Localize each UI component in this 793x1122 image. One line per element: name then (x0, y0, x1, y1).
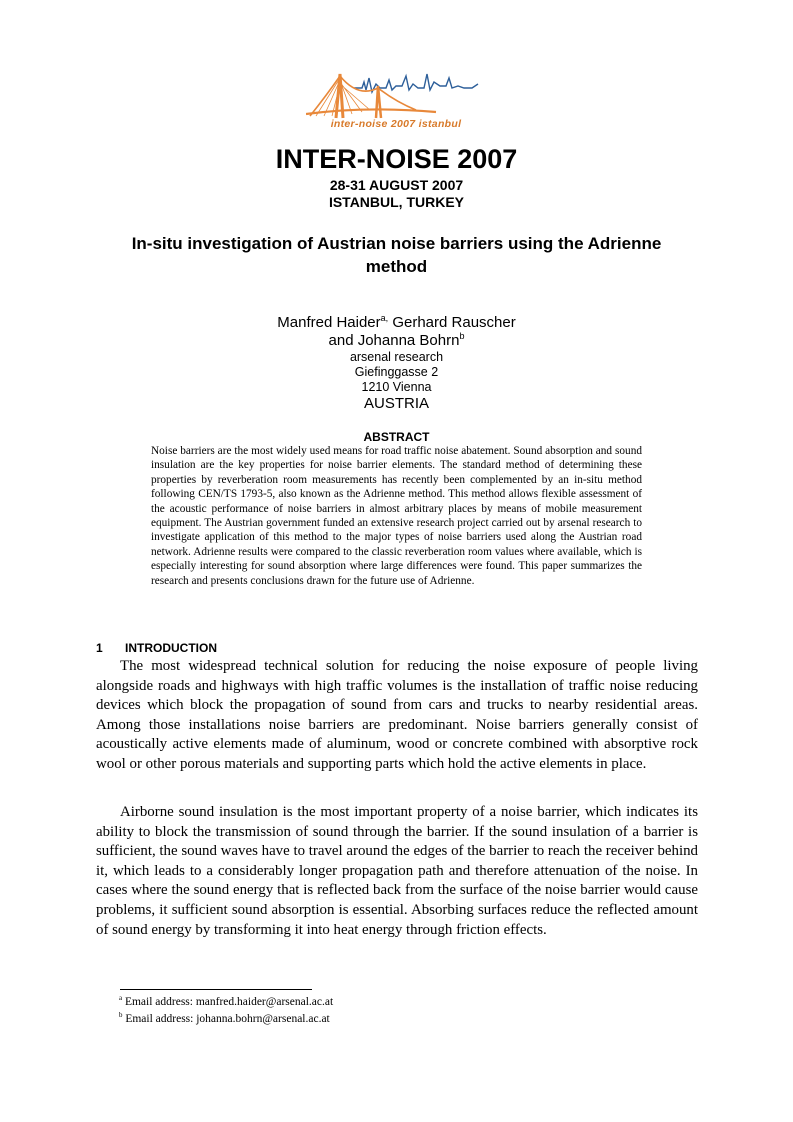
logo-caption: inter-noise 2007 istanbul (330, 118, 462, 130)
section-title: INTRODUCTION (125, 641, 217, 655)
footnote-mark: a (119, 995, 123, 1003)
footnote-marker: b (459, 331, 465, 341)
abstract-heading: ABSTRACT (363, 430, 430, 444)
author-name: and Johanna Bohrn (328, 332, 460, 349)
section-heading-introduction (96, 641, 217, 655)
footnote-mark: b (119, 1012, 123, 1020)
affiliation-street: Giefinggasse 2 (354, 365, 439, 379)
author-list (0, 314, 793, 350)
affiliation-org: arsenal research (349, 350, 444, 364)
section-number: 1 (96, 641, 103, 655)
affiliation (0, 350, 793, 413)
abstract-text: Noise barriers are the most widely used means for road traffic noise abatement. Sound absorption and sound insulation are the key properties for noise barrier elements. The standard method of determining these properties by reverberation room measurements has recently been complemented by an in-situ method following CEN/TS 1793-5, also known as the Adrienne method. This method allows flexible assessment of the acoustic performance of noise barriers in almost arbitrary places by means of mobile measurement equipment. The Austrian government funded an extensive research project carried out by arsenal research to investigate application of this method to the major types of noise barriers used along the Austrian road network. Adrienne results were compared to the classic reverberation room values where available, which is especially interesting for sound absorption where large differences were found. This paper summarizes the research and presents conclusions drawn for the future use of Adrienne. (151, 445, 642, 587)
conference-title: INTER-NOISE 2007 (275, 144, 518, 174)
footnote-text: Email address: johanna.bohrn@arsenal.ac.at (122, 1013, 330, 1025)
affiliation-country: AUSTRIA (363, 395, 429, 412)
author-line-1 (0, 314, 793, 332)
author-name: Gerhard Rauscher (388, 314, 516, 331)
footnote (119, 1012, 330, 1026)
conference-dates: 28-31 AUGUST 2007 (329, 177, 464, 193)
footnote (119, 995, 333, 1009)
paragraph: The most widespread technical solution for reducing the noise exposure of people living alongside roads and highways with high traffic volumes is the installation of traffic noise reducing devices which block the propagation of sound from cars and trucks to nearby residential areas. Among those installations noise barriers are predominant. Noise barriers generally consist of acoustically active elements made of aluminum, wood or concrete combined with absorptive rock wool or other porous materials and supporting parts which hold the active elements in place. (96, 658, 698, 772)
footnote-text: Email address: manfred.haider@arsenal.ac.at (122, 996, 334, 1008)
footnote-marker: a, (380, 313, 389, 323)
footnote-divider (120, 989, 312, 990)
affiliation-city: 1210 Vienna (361, 380, 432, 394)
author-line-2 (0, 332, 793, 350)
bridge-logo-icon (306, 66, 486, 122)
paper-title: In-situ investigation of Austrian noise barriers using the Adrienne method (131, 234, 662, 276)
paragraph: Airborne sound insulation is the most important property of a noise barrier, which indicates its ability to block the transmission of sound through the barrier. If the sound insulation of a barrier is sufficient, the sound waves have to travel around the edges of the barrier to reach the receiver behind it, which leads to a considerably longer propagation path and therefore attenuation of the noise. In cases where the sound energy that is reflected back from the surface of the noise barrier would cause problems, it sufficient sound absorption is essential. Absorbing surfaces reduce the reflected amount of sound energy by transforming it into heat energy through friction effects. (96, 804, 698, 938)
author-name: Manfred Haider (277, 314, 381, 331)
conference-location: ISTANBUL, TURKEY (328, 194, 465, 210)
